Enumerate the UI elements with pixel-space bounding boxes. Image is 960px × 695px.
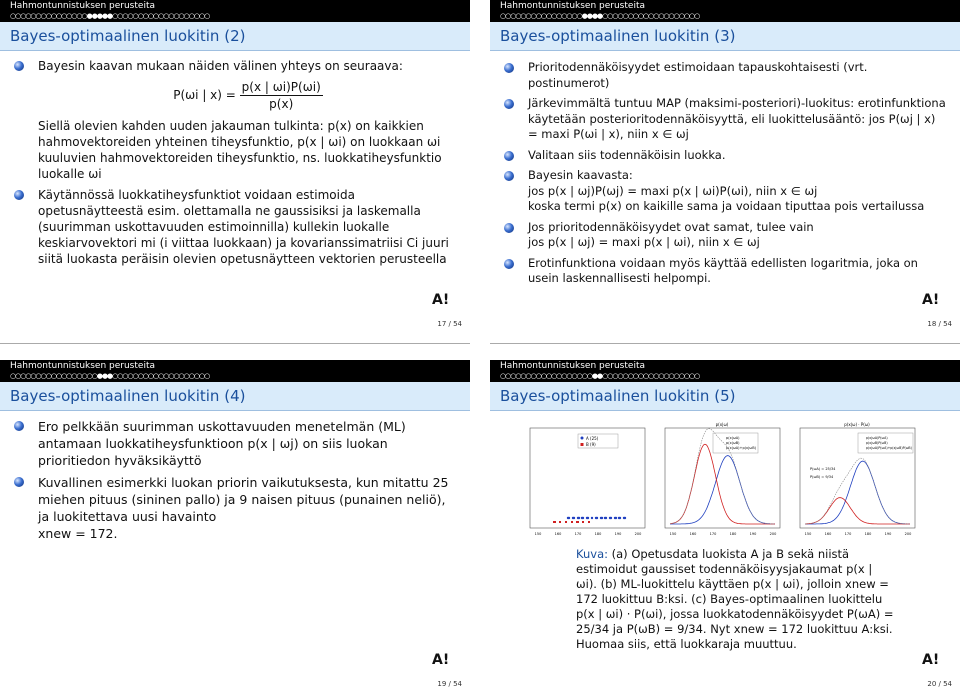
x-tick-label: 180 — [729, 532, 737, 536]
slide-title: Bayes-optimaalinen luokitin (3) — [500, 27, 736, 45]
bullet-text: Bayesin kaavasta: — [528, 168, 633, 182]
bullet-item — [38, 474, 458, 542]
bullet-item — [528, 148, 948, 164]
bullet-icon — [14, 61, 24, 71]
bullet-text: Jos prioritodennäköisyydet ovat samat, tulee vain — [528, 219, 814, 234]
x-axis-ticks — [535, 532, 912, 536]
title-bar — [0, 382, 470, 411]
aalto-logo — [922, 653, 950, 677]
bullet-text: jos p(x | ωj)P(ωj) = maxi p(x | ωi)P(ωi), niin x ∈ ωj — [528, 183, 818, 198]
bullet-icon — [504, 171, 514, 181]
caption-text: (a) Opetusdata luokista A ja B sekä niistä estimoidut gaussiset todennäköisyysjakaumat p(x | ωi). (b) ML-luokittelu käyttäen p(x | ωi), jolloin xnew = 172 luokittuu B:ksi. (c) Bayes-optimaalinen luokittelu p(x | ωi) · P(ωi), jossa luokkatodennäköisyydet P(ωA) = 25/34 ja P(ωB) = 9/34. Nyt xnew = 172 luokittuu A:ksi. Huomaa siis, että luokkaraja muuttuu. — [576, 547, 894, 651]
x-tick-label: 160 — [554, 532, 562, 536]
legend-blue-marker — [581, 437, 584, 440]
data-point-b — [559, 521, 561, 523]
slide-title: Bayes-optimaalinen luokitin (5) — [500, 387, 736, 405]
logo-mark: A! — [922, 292, 940, 308]
bullet-text: koska termi p(x) on kaikille sama ja voidaan tiputtaa pois vertailussa — [528, 199, 925, 213]
bullet-text: Erotinfunktiona voidaan myös käyttää edellisten logaritmia, joka on usein laskennallisesti helpompi. — [528, 255, 918, 285]
aalto-logo — [432, 653, 460, 677]
slide-title: Bayes-optimaalinen luokitin (4) — [10, 387, 246, 405]
legend-label: p(x|ωA)+p(x|ωB) — [726, 446, 756, 450]
panel-a — [530, 428, 645, 528]
bullet-item — [528, 168, 948, 215]
bullet-item — [528, 96, 948, 143]
bullet-icon — [14, 477, 24, 487]
course-title: Hahmontunnistuksen perusteita — [500, 1, 645, 11]
x-tick-label: 190 — [614, 532, 622, 536]
title-bar — [0, 22, 470, 51]
data-point-b — [554, 521, 556, 523]
bullet-text: Valitaan siis todennäköisin luokka. — [528, 147, 726, 162]
x-tick-label: 170 — [709, 532, 717, 536]
bullet-item — [38, 418, 458, 469]
bullet-item — [38, 187, 458, 267]
data-point-a — [582, 517, 584, 519]
logo-mark: A! — [432, 292, 450, 308]
header-bar — [0, 360, 470, 382]
bullet-icon — [504, 259, 514, 269]
bullet-text: Bayesin kaavan mukaan näiden välinen yhteys on seuraava: — [38, 59, 403, 73]
data-point-a — [568, 517, 570, 519]
bullet-text: xnew = 172. — [38, 526, 118, 541]
bullet-icon — [504, 151, 514, 161]
aalto-logo — [922, 293, 950, 317]
legend-label: p(x|ωA)P(ωA)+p(x|ωB)P(ωB) — [866, 446, 912, 450]
divider — [0, 343, 470, 344]
header-bar — [490, 360, 960, 382]
slide-20 — [490, 360, 960, 695]
data-point-a — [624, 517, 626, 519]
x-tick-label: 190 — [884, 532, 892, 536]
page-number: 19 / 54 — [437, 680, 462, 688]
x-tick-label: 150 — [804, 532, 812, 536]
slide-19 — [0, 360, 470, 695]
slide-17 — [0, 0, 470, 335]
legend-label: p(x|ωB)P(ωB) — [866, 441, 888, 445]
slide-content — [38, 58, 458, 272]
formula-numerator: p(x | ωi)P(ωi) — [241, 80, 321, 94]
prior-b-label: P(ωB) = 9/34 — [810, 475, 834, 479]
data-point-b — [571, 521, 573, 523]
panel-c — [800, 422, 915, 528]
paragraph: Siellä olevien kahden uuden jakauman tulkinta: p(x) on kaikkien hahmovektoreiden yhteinen tiheysfunktio, p(x | ωi) on luokkaan ωi kuuluvien hahmovektoreiden tiheysfunktio, ns. luokkatiheysfunktio luokalle ωi — [38, 119, 442, 181]
data-point-a — [591, 517, 593, 519]
bullet-icon — [14, 421, 24, 431]
data-point-b — [577, 521, 579, 523]
bullet-text: Järkevimmältä tuntuu MAP (maksimi-posteriori)-luokitus: erotinfunktiona käytetään posterioritodennäköisyyttä, eli luokittelusääntö: jos P(ωj | x) = maxi P(ωi | x), niin x ∈ ωj — [528, 96, 946, 141]
x-tick-label: 200 — [634, 532, 642, 536]
bullet-text: Käytännössä luokkatiheysfunktiot voidaan estimoida opetusnäytteestä esim. olettamalla ne gaussisiksi ja laskemalla (suurimman uskottavuuden estimoinnilla) kullekin luokalle keskiarvovektori mi (i viittaa luokkaan) ja kovarianssimatriisi Ci juuri siitä luokasta peräisin olevien opetusnäytteen vektorien perusteella — [38, 188, 449, 266]
gaussian-figure — [528, 418, 918, 548]
x-tick-label: 160 — [689, 532, 697, 536]
prior-a-label: P(ωA) = 25/34 — [810, 467, 836, 471]
formula-denominator: p(x) — [269, 97, 294, 111]
data-point-b — [582, 521, 584, 523]
data-point-a — [610, 517, 612, 519]
legend-label: p(x|ωB) — [726, 441, 740, 445]
aalto-logo — [432, 293, 460, 317]
caption-label: Kuva: — [576, 547, 608, 561]
legend-a-label: A (25) — [586, 436, 599, 441]
formula-fraction — [240, 79, 323, 112]
x-tick-label: 180 — [864, 532, 872, 536]
bullet-text: Ero pelkkään suurimman uskottavuuden menetelmän (ML) antamaan luokkatiheysfunktioon p(x | ωj) on siis luokan prioritiedon hyväksikäyttö — [38, 419, 406, 468]
panel-b — [665, 422, 780, 528]
progress-dots: ○○○○○○○○○○○○○○○○●●●●○○○○○○○○○○○○○○○○○○○ — [500, 12, 700, 20]
data-point-a — [587, 517, 589, 519]
figure-caption — [576, 547, 896, 652]
legend-red-marker — [581, 443, 584, 446]
formula-lhs: P(ωi | x) = — [173, 88, 236, 102]
bullet-item — [528, 256, 948, 287]
x-tick-label: 150 — [534, 532, 542, 536]
x-tick-label: 150 — [669, 532, 677, 536]
data-point-a — [615, 517, 617, 519]
bullet-icon — [504, 223, 514, 233]
divider — [490, 343, 960, 344]
legend-label: p(x|ωA)P(ωA) — [866, 436, 888, 440]
header-bar — [490, 0, 960, 22]
course-title: Hahmontunnistuksen perusteita — [500, 361, 645, 371]
data-point-a — [578, 517, 580, 519]
data-point-a — [601, 517, 603, 519]
bullet-item — [528, 220, 948, 251]
progress-dots: ○○○○○○○○○○○○○○○○○○●●○○○○○○○○○○○○○○○○○○○ — [500, 372, 700, 380]
bullet-icon — [14, 190, 24, 200]
legend-b-label: B (9) — [586, 442, 596, 447]
x-tick-label: 180 — [594, 532, 602, 536]
bayes-formula — [38, 79, 458, 112]
progress-dots: ○○○○○○○○○○○○○○○○○●●●○○○○○○○○○○○○○○○○○○○ — [10, 372, 210, 380]
data-point-b — [565, 521, 567, 523]
data-point-a — [596, 517, 598, 519]
bullet-icon — [504, 99, 514, 109]
progress-dots: ○○○○○○○○○○○○○○○●●●●●○○○○○○○○○○○○○○○○○○○ — [10, 12, 210, 20]
x-tick-label: 200 — [769, 532, 777, 536]
x-tick-label: 170 — [574, 532, 582, 536]
bullet-item — [38, 58, 458, 74]
x-tick-label: 170 — [844, 532, 852, 536]
bullet-text: jos p(x | ωj) = maxi p(x | ωi), niin x ∈ ωj — [528, 235, 760, 249]
slide-content — [528, 60, 948, 292]
course-title: Hahmontunnistuksen perusteita — [10, 361, 155, 371]
panel-c-title: p(x|ω) · P(ω) — [844, 422, 870, 427]
legend-label: p(x|ωA) — [726, 436, 740, 440]
data-point-a — [573, 517, 575, 519]
x-tick-label: 160 — [824, 532, 832, 536]
bullet-text: Prioritodennäköisyydet estimoidaan tapauskohtaisesti (vrt. postinumerot) — [528, 60, 868, 90]
title-bar — [490, 382, 960, 411]
logo-mark: A! — [922, 652, 940, 668]
page-number: 18 / 54 — [927, 320, 952, 328]
data-point-b — [588, 521, 590, 523]
page-number: 20 / 54 — [927, 680, 952, 688]
slide-title: Bayes-optimaalinen luokitin (2) — [10, 27, 246, 45]
bullet-text: Kuvallinen esimerkki luokan priorin vaikutuksesta, kun mitattu 25 miehen pituus (sininen pallo) ja 9 naisen pituus (punainen neliö), ja luokitettava uusi havainto — [38, 475, 449, 524]
title-bar — [490, 22, 960, 51]
slide-18 — [490, 0, 960, 335]
header-bar — [0, 0, 470, 22]
panel-b-title: p(x|ω) — [715, 422, 729, 427]
data-point-a — [619, 517, 621, 519]
page-number: 17 / 54 — [437, 320, 462, 328]
x-tick-label: 200 — [904, 532, 912, 536]
slide-content — [38, 418, 458, 547]
course-title: Hahmontunnistuksen perusteita — [10, 1, 155, 11]
data-point-a — [605, 517, 607, 519]
bullet-icon — [504, 63, 514, 73]
x-tick-label: 190 — [749, 532, 757, 536]
bullet-item — [528, 60, 948, 91]
logo-mark: A! — [432, 652, 450, 668]
